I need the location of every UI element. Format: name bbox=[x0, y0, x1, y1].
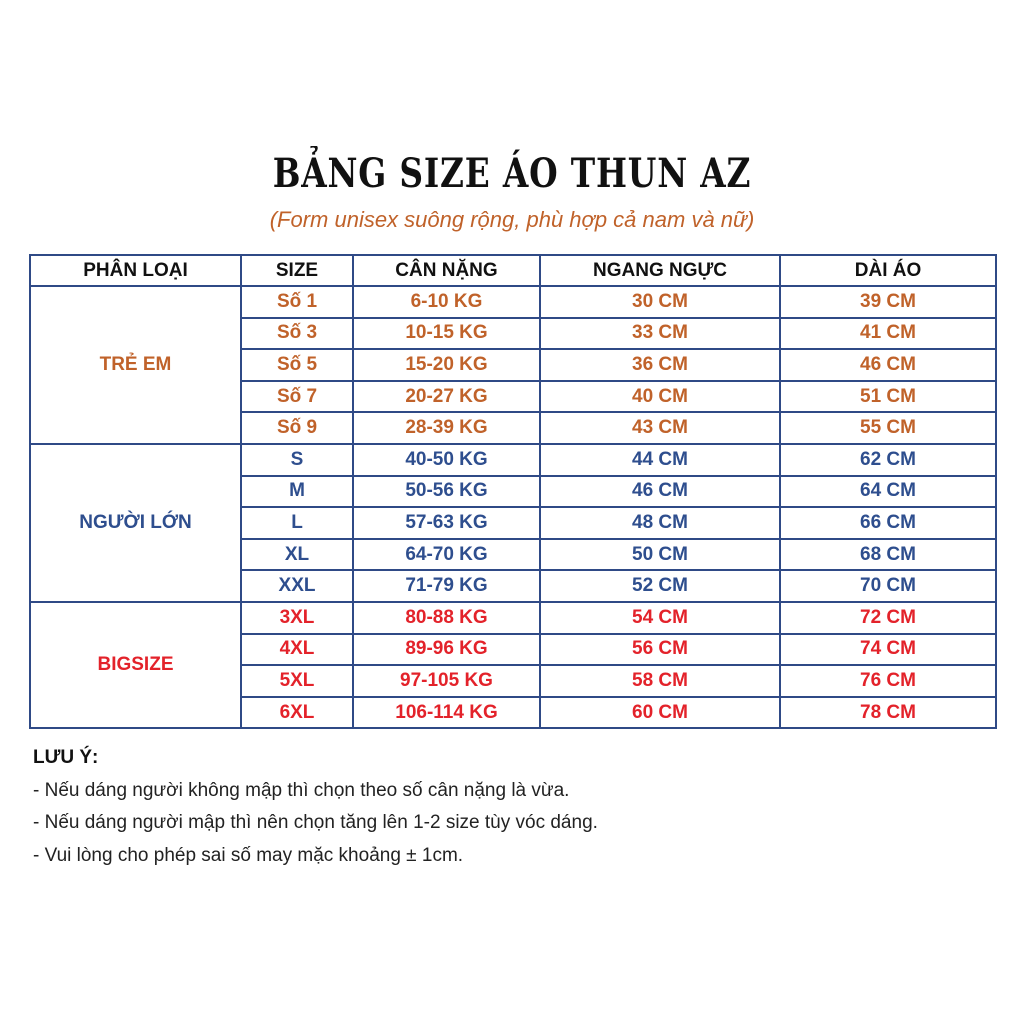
length-cell: 39 CM bbox=[780, 286, 996, 318]
chest-cell: 40 CM bbox=[540, 381, 780, 413]
weight-cell: 20-27 KG bbox=[353, 381, 540, 413]
size-cell: Số 7 bbox=[241, 381, 353, 413]
length-cell: 66 CM bbox=[780, 507, 996, 539]
chest-cell: 44 CM bbox=[540, 444, 780, 476]
size-cell: 6XL bbox=[241, 697, 353, 729]
length-cell: 78 CM bbox=[780, 697, 996, 729]
weight-cell: 64-70 KG bbox=[353, 539, 540, 571]
table-header-row bbox=[30, 255, 996, 286]
notes-section bbox=[33, 742, 598, 872]
chest-cell: 60 CM bbox=[540, 697, 780, 729]
weight-cell: 89-96 KG bbox=[353, 634, 540, 666]
weight-cell: 57-63 KG bbox=[353, 507, 540, 539]
weight-cell: 50-56 KG bbox=[353, 476, 540, 508]
size-cell: Số 9 bbox=[241, 412, 353, 444]
length-cell: 46 CM bbox=[780, 349, 996, 381]
chest-cell: 30 CM bbox=[540, 286, 780, 318]
length-cell: 68 CM bbox=[780, 539, 996, 571]
header-shirt-length: DÀI ÁO bbox=[780, 255, 996, 286]
notes-title: LƯU Ý: bbox=[33, 747, 99, 768]
header-weight: CÂN NẶNG bbox=[353, 255, 540, 286]
weight-cell: 97-105 KG bbox=[353, 665, 540, 697]
chest-cell: 36 CM bbox=[540, 349, 780, 381]
length-cell: 55 CM bbox=[780, 412, 996, 444]
weight-cell: 28-39 KG bbox=[353, 412, 540, 444]
page-title: BẢNG SIZE ÁO THUN AZ bbox=[272, 150, 752, 197]
weight-cell: 6-10 KG bbox=[353, 286, 540, 318]
header-category: PHÂN LOẠI bbox=[30, 255, 241, 286]
chest-cell: 43 CM bbox=[540, 412, 780, 444]
table-row bbox=[30, 602, 996, 634]
weight-cell: 15-20 KG bbox=[353, 349, 540, 381]
size-cell: 3XL bbox=[241, 602, 353, 634]
chest-cell: 58 CM bbox=[540, 665, 780, 697]
size-cell: Số 3 bbox=[241, 318, 353, 350]
chest-cell: 46 CM bbox=[540, 476, 780, 508]
weight-cell: 106-114 KG bbox=[353, 697, 540, 729]
table-row bbox=[30, 444, 996, 476]
weight-cell: 80-88 KG bbox=[353, 602, 540, 634]
group-label-adults: NGƯỜI LỚN bbox=[30, 444, 241, 602]
weight-cell: 71-79 KG bbox=[353, 570, 540, 602]
size-cell: Số 1 bbox=[241, 286, 353, 318]
size-cell: XL bbox=[241, 539, 353, 571]
table-row bbox=[30, 286, 996, 318]
length-cell: 62 CM bbox=[780, 444, 996, 476]
size-cell: Số 5 bbox=[241, 349, 353, 381]
weight-cell: 10-15 KG bbox=[353, 318, 540, 350]
length-cell: 41 CM bbox=[780, 318, 996, 350]
group-label-bigsize: BIGSIZE bbox=[30, 602, 241, 728]
chest-cell: 52 CM bbox=[540, 570, 780, 602]
length-cell: 70 CM bbox=[780, 570, 996, 602]
size-table bbox=[29, 254, 997, 729]
chest-cell: 33 CM bbox=[540, 318, 780, 350]
note-item: - Vui lòng cho phép sai số may mặc khoảng ± 1cm. bbox=[33, 844, 464, 866]
length-cell: 76 CM bbox=[780, 665, 996, 697]
size-cell: L bbox=[241, 507, 353, 539]
group-label-kids: TRẺ EM bbox=[30, 286, 241, 444]
size-cell: XXL bbox=[241, 570, 353, 602]
size-cell: M bbox=[241, 476, 353, 508]
page-subtitle: (Form unisex suông rộng, phù hợp cả nam và nữ) bbox=[269, 207, 755, 232]
chest-cell: 54 CM bbox=[540, 602, 780, 634]
header-size: SIZE bbox=[241, 255, 353, 286]
length-cell: 72 CM bbox=[780, 602, 996, 634]
length-cell: 74 CM bbox=[780, 634, 996, 666]
chest-cell: 56 CM bbox=[540, 634, 780, 666]
length-cell: 51 CM bbox=[780, 381, 996, 413]
weight-cell: 40-50 KG bbox=[353, 444, 540, 476]
size-cell: 5XL bbox=[241, 665, 353, 697]
chest-cell: 50 CM bbox=[540, 539, 780, 571]
note-item: - Nếu dáng người không mập thì chọn theo số cân nặng là vừa. bbox=[33, 779, 570, 801]
note-item: - Nếu dáng người mập thì nên chọn tăng lên 1-2 size tùy vóc dáng. bbox=[33, 812, 598, 833]
chest-cell: 48 CM bbox=[540, 507, 780, 539]
size-cell: 4XL bbox=[241, 634, 353, 666]
header-chest-width: NGANG NGỰC bbox=[540, 255, 780, 286]
size-cell: S bbox=[241, 444, 353, 476]
length-cell: 64 CM bbox=[780, 476, 996, 508]
